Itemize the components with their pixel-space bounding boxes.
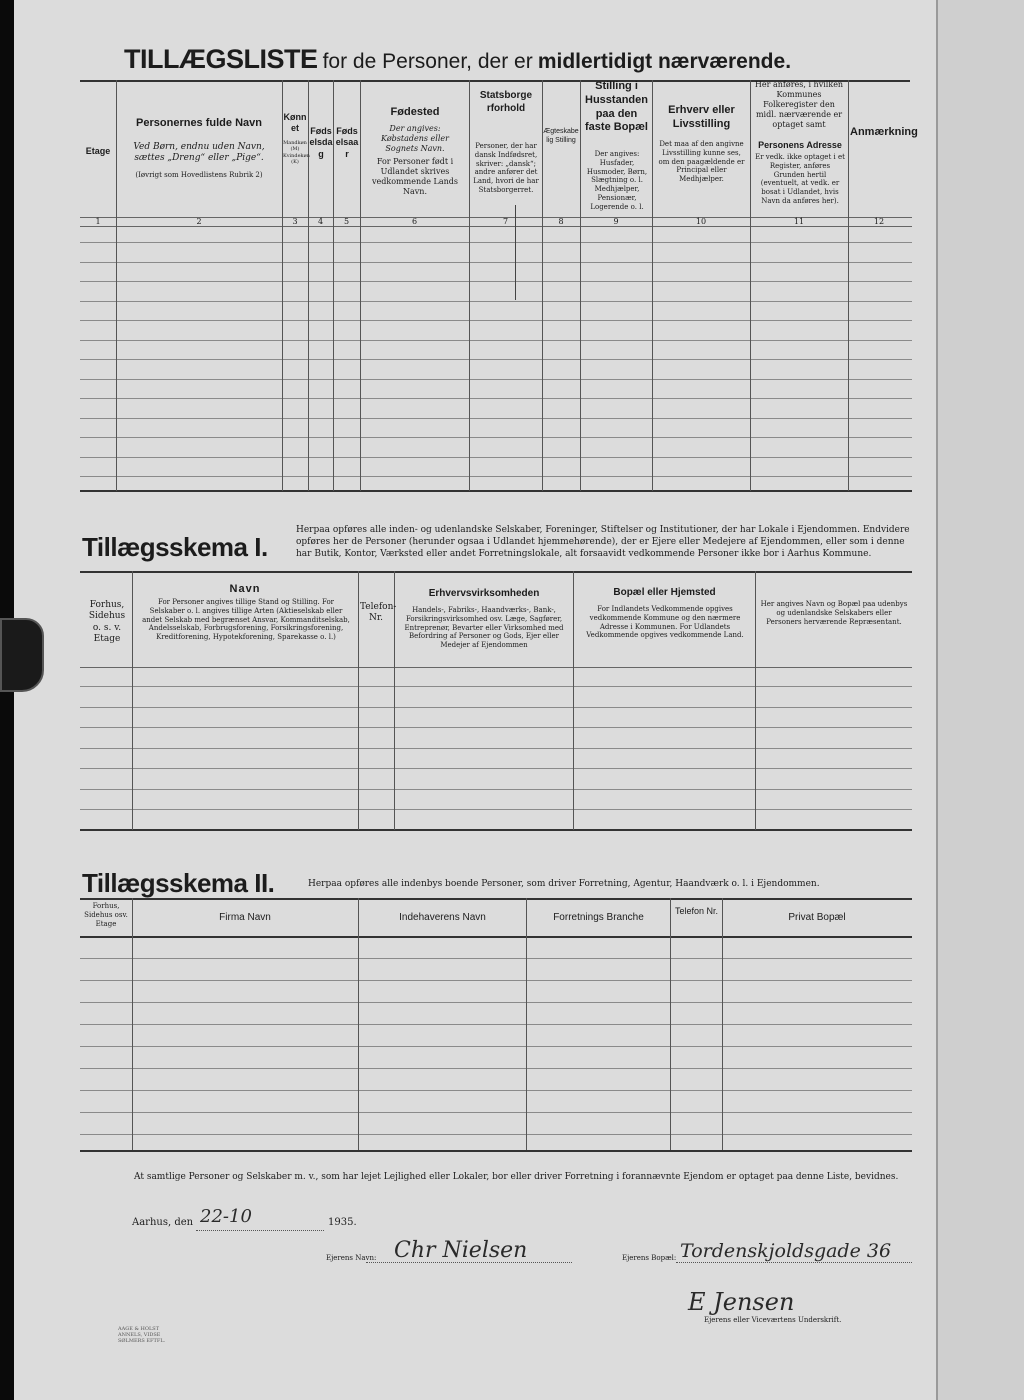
skema2-col-branche: Forretnings Branche (553, 912, 644, 923)
ruled-row-line (80, 379, 912, 380)
ruled-row-line (80, 748, 912, 749)
skema2-col-firma: Firma Navn (219, 912, 271, 923)
skema2-top-rule (80, 898, 912, 900)
skema2-header-rule (80, 936, 912, 938)
list-col-divider (652, 80, 653, 491)
col-num: 8 (558, 217, 564, 226)
ruled-row-line (80, 418, 912, 419)
col-num: 12 (873, 217, 885, 226)
skema2-col-bopael: Privat Bopæl (788, 912, 846, 923)
ruled-row-line (80, 1068, 912, 1069)
col-name-head: Personernes fulde Navn (136, 117, 262, 129)
date-handwritten: 22-10 (200, 1206, 252, 1227)
ruled-row-line (80, 1046, 912, 1047)
owner-name-line (366, 1262, 572, 1263)
col-address-head: Personens Adresse (758, 140, 842, 150)
col-num: 7 (502, 217, 509, 226)
col-num: 5 (343, 217, 350, 226)
caretaker-signature: E Jensen (688, 1288, 795, 1316)
skema1-col-divider (755, 571, 756, 830)
skema1-col-erhverv-head: Erhvervsvirksomheden (428, 588, 540, 599)
list-col-divider (848, 80, 849, 491)
list-col-divider (469, 80, 470, 491)
skema1-intro: Herpaa opføres alle inden- og udenlandske Selskaber, Foreninger, Stiftelser og Institutioner, der har Lokale i Ejendommen. Endvidere opføres her de Personer (herunder ogsaa i Udlandet hjemmehørende), der er Ejere eller Medejere af Ejendommen, eller som i denne har Butik, Kontor, Værksted eller andet Forretningslokale, alt forsaavidt vedkommende Personer ikke bor i Aarhus Kommune. (296, 525, 910, 560)
col-birthday-head: Fødselsdag (309, 126, 333, 159)
col-num: 3 (292, 217, 298, 226)
list-number-rule (80, 226, 912, 227)
col-citizenship-head: Statsborgerforhold (479, 90, 533, 114)
col-birthplace-head: Fødested (390, 106, 440, 118)
date-year: 1935. (328, 1217, 357, 1228)
skema1-col-etage: Forhus, Sidehus o. s. v. Etage (88, 600, 126, 644)
col-birthyear-head: Fødselsaar (335, 126, 359, 159)
ruled-row-line (80, 686, 912, 687)
binder-clip (0, 618, 44, 692)
list-col-divider (116, 80, 117, 491)
signature-label: Ejerens eller Viceværtens Underskrift. (704, 1316, 842, 1324)
col-num: 11 (793, 217, 805, 226)
skema1-col-telefon: Telefon-Nr. (360, 602, 397, 624)
list-bottom-rule (80, 490, 912, 492)
printer-mark: AAGE & HOLST ANNELS, VIDSE SØLMERS EFTFL. (118, 1326, 166, 1344)
skema2-col-divider (132, 898, 133, 1150)
ruled-row-line (80, 1090, 912, 1091)
ruled-row-line (80, 457, 912, 458)
skema2-title: Tillægsskema II. (82, 868, 275, 898)
skema1-col-divider (358, 571, 359, 830)
owner-name-signature: Chr Nielsen (394, 1238, 528, 1263)
col-marital-head: Ægteskabelig Stilling (543, 128, 579, 144)
ruled-row-line (80, 281, 912, 282)
date-city: Aarhus, den (132, 1217, 194, 1228)
date-line (196, 1230, 324, 1231)
ruled-row-line (80, 727, 912, 728)
col-koen-desc: Mandkøn (M) Kvindekøn (K) (283, 140, 310, 165)
owner-address-label: Ejerens Bopæl: (622, 1254, 677, 1262)
skema1-title: Tillægsskema I. (82, 532, 268, 562)
title-end: midlertidigt nærværende. (537, 50, 792, 73)
ruled-row-line (80, 1024, 912, 1025)
ruled-row-line (80, 359, 912, 360)
ruled-row-line (80, 262, 912, 263)
skema1-col-bopael-head: Bopæl eller Hjemsted (613, 587, 716, 598)
col-occupation-desc: Det maa af den angivne Livsstilling kunne ses, om den paagældende er Principal eller Medhjælper. (658, 140, 745, 183)
skema1-col-divider (132, 571, 133, 830)
col-birthplace-desc: Der angives: Købstadens eller Sognets Navn. (381, 124, 449, 153)
ruled-row-line (80, 1134, 912, 1135)
page-title (124, 44, 914, 76)
col-address-desc: Her anføres, i hvilken Kommunes Folkeregister den midl. nærværende er optaget samt (754, 80, 844, 129)
ruled-row-line (80, 768, 912, 769)
skema2-col-divider (358, 898, 359, 1150)
col-num: 1 (95, 217, 101, 226)
title-main: TILLÆGSLISTE (124, 44, 318, 74)
skema2-intro: Herpaa opføres alle indenbys boende Personer, som driver Forretning, Agentur, Haandværk o. l. i Ejendommen. (308, 879, 820, 889)
ruled-row-line (80, 809, 912, 810)
col-num: 2 (196, 217, 202, 226)
ruled-row-line (80, 398, 912, 399)
skema1-col-navn-desc: For Personer angives tillige Stand og Stilling. For Selskaber o. l. angives tillige Arten (Aktieselskab eller andet Selskab med begrænset Ansvar, Kommanditselskab, Andelsselskab, Forbrugsforening, Forsikringsforening, Kreditforening, Hypotekforening, Sparekasse o. l.) (142, 598, 350, 641)
ruled-row-line (80, 707, 912, 708)
skema1-col-erhverv-desc: Handels-, Fabriks-, Haandværks-, Bank-, Forsikringsvirksomhed osv. Læge, Sagfører, Entreprenør, Bevarter eller Virksomhed med Befordring af Personer og Gods, Ejer eller Medejer af Ejendommen (404, 606, 564, 649)
ruled-row-line (80, 1112, 912, 1113)
skema2-col-telefon: Telefon Nr. (674, 906, 719, 916)
col-household-head: Stilling i Husstanden paa den faste Bopæl (585, 80, 648, 134)
list-col-divider (750, 80, 751, 491)
skema2-col-owner: Indehaverens Navn (399, 912, 486, 923)
col-name-desc: Ved Børn, endnu uden Navn, sættes „Dreng“ eller „Pige“. (133, 142, 265, 164)
owner-address-handwritten: Tordenskjoldsgade 36 (680, 1240, 892, 1262)
owner-address-line (676, 1262, 912, 1263)
col-birthplace-note: For Personer født i Udlandet skrives vedkommende Lands Navn. (372, 157, 458, 196)
ruled-row-line (80, 958, 912, 959)
col-remark-head: Anmærkning (850, 126, 918, 138)
ruled-row-line (80, 476, 912, 477)
ruled-row-line (80, 301, 912, 302)
skema1-col-navn-head: Navn (229, 583, 261, 595)
attestation-text: At samtlige Personer og Selskaber m. v., som har lejet Lejlighed eller Lokaler, bor eller driver Forretning i forannævnte Ejendom er optaget paa denne Liste, bevidnes. (134, 1172, 899, 1182)
col-household-desc: Der angives: Husfader, Husmoder, Børn, Slægtning o. l. Medhjælper, Pensionær, Logerende o. l. (586, 150, 648, 211)
skema2-bottom-rule (80, 1150, 912, 1152)
skema1-col-repr: Her angives Navn og Bopæl paa udenbys og udenlandske Selskabers eller Personers herværende Repræsentant. (760, 600, 908, 626)
owner-name-label: Ejerens Navn: (326, 1254, 377, 1262)
col-num: 4 (317, 217, 324, 226)
document-sheet (14, 0, 936, 1400)
col-koen-head: Kønnet (283, 112, 307, 134)
col-occupation-head: Erhverv eller Livsstilling (668, 104, 735, 130)
ruled-row-line (80, 1002, 912, 1003)
skema2-col-etage: Forhus, Sidehus osv. Etage (84, 902, 128, 928)
col-citizenship-desc: Personer, der har dansk Indfødsret, skriver: „dansk“; andre anfører det Land, hvori de har Statsborgerret. (473, 142, 539, 194)
title-middle: for de Personer, der er (322, 50, 533, 73)
col-num: 6 (411, 217, 418, 226)
ruled-row-line (80, 320, 912, 321)
list-col-divider (580, 80, 581, 491)
ruled-row-line (80, 980, 912, 981)
skema2-col-divider (670, 898, 671, 1150)
col-num: 10 (695, 217, 707, 226)
skema1-top-rule (80, 571, 912, 573)
skema1-header-rule (80, 667, 912, 668)
skema1-bottom-rule (80, 829, 912, 831)
col-etage-head: Etage (85, 146, 111, 156)
ruled-row-line (80, 437, 912, 438)
skema2-col-divider (722, 898, 723, 1150)
col-address-note: Er vedk. ikke optaget i et Register, anføres Grunden hertil (eventuelt, at vedk. er bosat i Udlandet, hvis Navn da anføres her). (755, 153, 845, 205)
facing-page-edge (936, 0, 1024, 1400)
skema1-col-divider (573, 571, 574, 830)
col-name-note: (Iøvrigt som Hovedlistens Rubrik 2) (135, 171, 263, 179)
ruled-row-line (80, 340, 912, 341)
ruled-row-line (80, 789, 912, 790)
col-num: 9 (613, 217, 619, 226)
skema2-col-divider (526, 898, 527, 1150)
ruled-row-line (80, 242, 912, 243)
list-col-divider (360, 80, 361, 491)
skema1-col-bopael-desc: For Indlandets Vedkommende opgives vedkommende Kommune og den nærmere Adresse i Kommunen. For Udlandets Vedkommende opgives vedkommende Land. (586, 605, 744, 640)
